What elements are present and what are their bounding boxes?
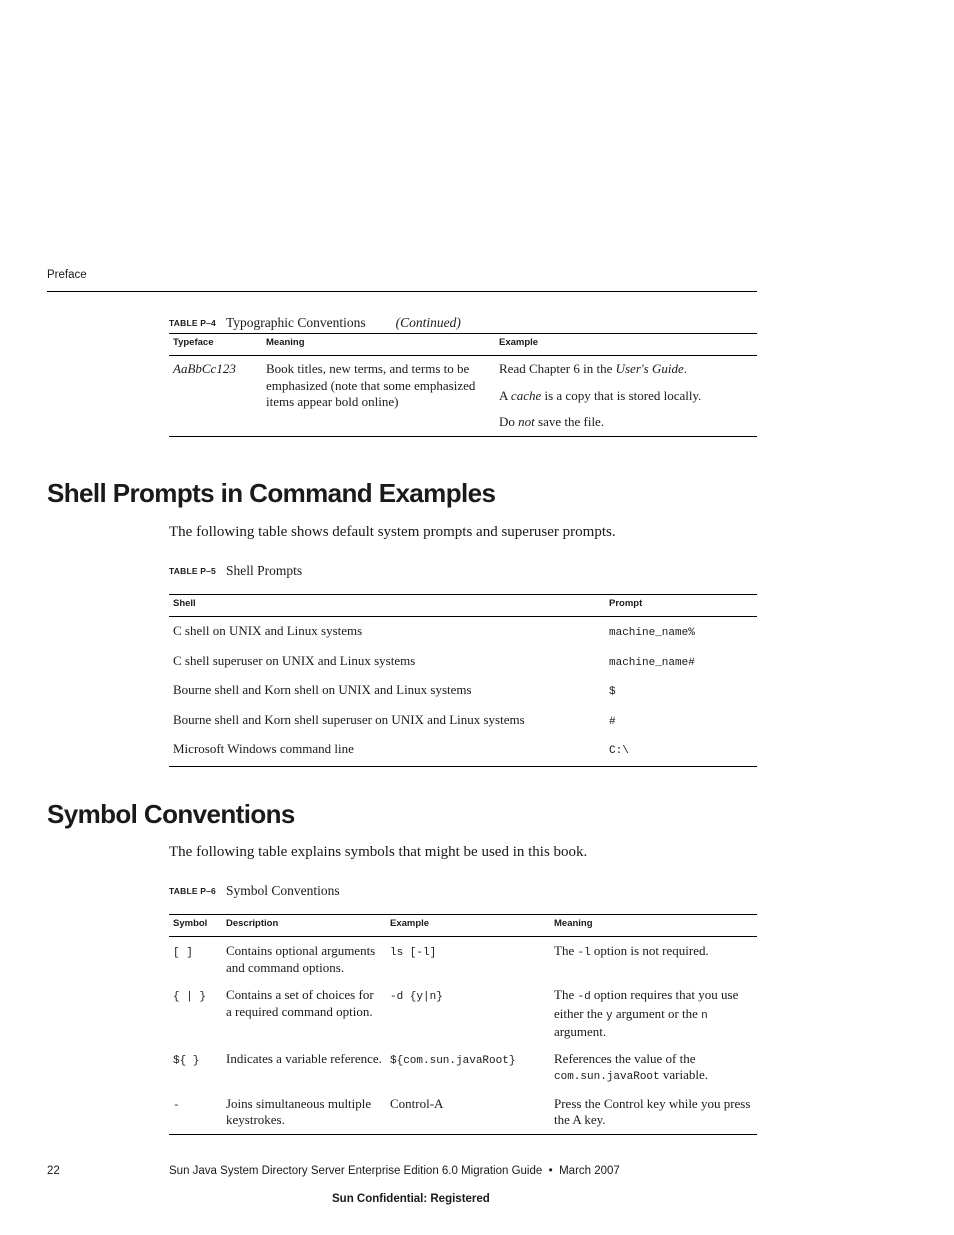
meaning-cell: The -l option is not required. <box>554 943 709 959</box>
column-header: Shell <box>169 595 605 617</box>
shell-prompts-table <box>169 594 757 767</box>
prompt-cell: machine_name% <box>609 627 695 639</box>
meaning-cell: Press the Control key while you press the A key. <box>550 1096 757 1135</box>
shell-cell: Bourne shell and Korn shell on UNIX and Linux systems <box>173 682 472 697</box>
table-number: TABLE P–4 <box>169 318 216 328</box>
prompt-cell: machine_name# <box>609 656 695 669</box>
table-row <box>169 706 757 736</box>
typeface-cell: AaBbCc123 <box>173 361 236 376</box>
table-row <box>169 937 757 988</box>
table-header-row <box>169 915 757 937</box>
prompt-cell: $ <box>609 686 616 698</box>
meaning-cell: References the value of the com.sun.javaRoot variable. <box>554 1050 708 1083</box>
example-cell: ${com.sun.javaRoot} <box>390 1054 516 1067</box>
section-heading: Symbol Conventions <box>47 799 295 829</box>
shell-cell: Bourne shell and Korn shell superuser on UNIX and Linux systems <box>173 711 525 727</box>
example-cell <box>495 356 757 437</box>
table-title: Shell Prompts <box>226 563 303 578</box>
table-title: Symbol Conventions <box>226 883 340 898</box>
column-header: Description <box>222 915 386 937</box>
column-header: Example <box>495 334 757 356</box>
meaning-cell: The -d option requires that you use either the y argument or the n argument. <box>554 987 739 1039</box>
table-row <box>169 617 757 647</box>
symbol-cell: [ ] <box>173 947 193 959</box>
shell-cell: C shell on UNIX and Linux systems <box>173 623 363 638</box>
shell-cell: Microsoft Windows command line <box>169 735 605 766</box>
section-heading: Shell Prompts in Command Examples <box>47 478 496 508</box>
example-line: Do not save the file. <box>499 414 605 429</box>
table-row <box>169 735 757 766</box>
table-number: TABLE P–5 <box>169 566 216 576</box>
table-row <box>169 647 757 677</box>
table-row <box>169 1096 757 1135</box>
header-rule <box>47 291 757 292</box>
table-title: Typographic Conventions <box>226 315 366 330</box>
column-header: Prompt <box>605 595 757 617</box>
description-cell: Joins simultaneous multiple keystrokes. <box>222 1096 386 1135</box>
symbol-conventions-table <box>169 914 757 1135</box>
table-number: TABLE P–6 <box>169 886 216 896</box>
table-header-row <box>169 595 757 617</box>
description-cell: Contains optional arguments and command options. <box>226 943 376 975</box>
table-row <box>169 987 757 1051</box>
table-p4-caption <box>169 315 461 331</box>
example-cell: Control-A <box>386 1096 550 1135</box>
table-row <box>169 356 757 437</box>
confidential-notice: Sun Confidential: Registered <box>332 1193 490 1205</box>
table-header-row <box>169 334 757 356</box>
table-row <box>169 676 757 706</box>
symbol-cell: ${ } <box>173 1054 200 1067</box>
footer-book-info <box>169 1165 620 1177</box>
column-header: Meaning <box>262 334 495 356</box>
column-header: Typeface <box>169 334 262 356</box>
typographic-conventions-table <box>169 333 757 437</box>
continued-label: (Continued) <box>395 315 461 330</box>
meaning-cell: Book titles, new terms, and terms to be emphasized (note that some emphasized items appear bold online) <box>262 356 495 437</box>
example-cell: ls [-l] <box>390 947 437 959</box>
symbol-cell: { | } <box>173 991 207 1003</box>
section-intro: The following table explains symbols that might be used in this book. <box>169 844 588 860</box>
table-row <box>169 1051 757 1096</box>
footer-bullet: • <box>548 1165 553 1177</box>
column-header: Symbol <box>169 915 222 937</box>
description-cell: Indicates a variable reference. <box>226 1050 382 1066</box>
prompt-cell: C:\ <box>609 745 629 757</box>
symbol-cell: - <box>173 1099 180 1112</box>
example-line: Read Chapter 6 in the User's Guide. <box>499 361 687 376</box>
column-header: Meaning <box>550 915 757 937</box>
shell-cell: C shell superuser on UNIX and Linux systems <box>173 652 416 668</box>
running-head: Preface <box>47 269 87 281</box>
description-cell: Contains a set of choices for a required command option. <box>226 987 374 1019</box>
book-title: Sun Java System Directory Server Enterprise Edition 6.0 Migration Guide <box>169 1165 543 1177</box>
table-p6-caption <box>169 883 340 899</box>
publication-date: March 2007 <box>559 1165 620 1177</box>
prompt-cell: # <box>609 715 616 728</box>
table-p5-caption <box>169 563 302 579</box>
example-cell: -d {y|n} <box>390 991 443 1003</box>
section-intro: The following table shows default system prompts and superuser prompts. <box>169 524 616 540</box>
page-number: 22 <box>47 1165 60 1177</box>
column-header: Example <box>386 915 550 937</box>
example-line: A cache is a copy that is stored locally. <box>499 387 702 403</box>
